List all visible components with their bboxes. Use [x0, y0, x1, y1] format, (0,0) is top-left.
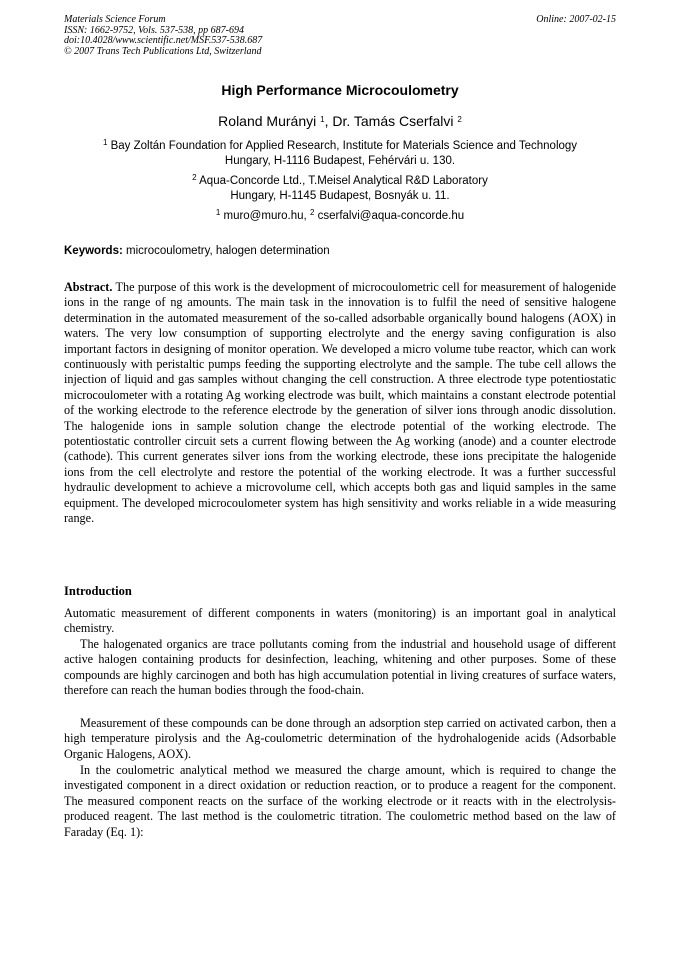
author-affiliation-mark: 2	[457, 115, 462, 124]
affiliation-1	[64, 139, 616, 169]
intro-paragraph: Automatic measurement of different components in waters (monitoring) is an important goal in analytical chemistry.	[64, 606, 616, 636]
section-heading-introduction: Introduction	[64, 584, 132, 598]
intro-paragraph: The halogenated organics are trace pollutants coming from the industrial and household usage of different active halogen containing products for desinfection, leaching, whitening and other purposes. Some of these compounds are highly carcinogen and both has high accumulation potential in living creatures of surface waters, therefore can reach the human bodies through the food-chain.	[64, 637, 616, 698]
journal-doi: doi:10.4028/www.scientific.net/MSF.537-538.687	[64, 35, 263, 47]
journal-copyright: © 2007 Trans Tech Publications Ltd, Switzerland	[64, 45, 262, 57]
author-affiliation-mark: 1	[320, 115, 325, 124]
journal-header	[64, 15, 616, 57]
author-name: Dr. Tamás Cserfalvi	[332, 113, 454, 129]
email-line	[64, 209, 616, 224]
abstract-text: The purpose of this work is the development of microcoulometric cell for measurement of halogenide ions in the range of ng amounts. The main task in the innovation is to fulfil the need of sensitive halogene determination in the automated measurement of the so-called adsorbable organically bound halogens (AOX) in waters. The very low consumption of supporting electrolyte and the energy saving configuration is also important factors in designing of monitor operation. We developed a micro volume tube reactor, which can work continuously with peristaltic pumps feeding the supporting electrolyte and the sample. The tube cell allows the injection of liquid and gas samples without changing the cell construction. A three electrode type potentiostatic microcoulometer with a rotating Ag working electrode was built, which maintains a constant electrode potential of the working electrode to the reference electrode by the generation of silver ions through anodic dissolution. The halogenide ions in sample solution change the electrode potential of the working electrode. The potentiostatic controller circuit sets a current flowing between the Ag working (anode) and a counter electrode (cathode). This current generates silver ions from the working electrode, these ions precipitate the halogenide ions from the cell electrolyte and restore the potential of the working electrode. It was a further successful hydraulic development to achieve a microvolume cell, which accepts both gas and liquid samples in the same equipment. The developed microcoulometer system has high sensitivity and works reliable in a wide measuring range.	[64, 280, 616, 526]
email-mark: 2	[309, 208, 315, 217]
email-address: muro@muro.hu	[223, 210, 304, 222]
email-address: cserfalvi@aqua-concorde.hu	[317, 210, 465, 222]
email-mark: 1	[215, 208, 221, 217]
affiliation-line: Bay Zoltán Foundation for Applied Research, Institute for Materials Science and Technology	[110, 140, 578, 152]
author-separator: ,	[324, 113, 333, 129]
affiliation-line: Aqua-Concorde Ltd., T.Meisel Analytical R&D Laboratory	[199, 175, 488, 187]
affiliation-mark: 2	[192, 173, 197, 182]
email-separator: ,	[303, 210, 310, 222]
abstract	[64, 280, 616, 527]
affiliation-2	[64, 174, 616, 204]
keywords-label: Keywords:	[64, 245, 123, 257]
abstract-label: Abstract.	[64, 280, 113, 294]
keywords-text: microcoulometry, halogen determination	[122, 245, 330, 257]
affiliation-mark: 1	[102, 138, 108, 147]
journal-issn: ISSN: 1662-9752, Vols. 537-538, pp 687-694	[64, 24, 244, 36]
keywords	[64, 244, 616, 259]
affiliation-line: Hungary, H-1116 Budapest, Fehérvári u. 130.	[224, 155, 456, 167]
journal-name: Materials Science Forum	[64, 14, 166, 25]
online-date: Online: 2007-02-15	[536, 14, 616, 25]
author-line	[64, 112, 616, 130]
paper-title: High Performance Microcoulometry	[221, 82, 459, 98]
intro-paragraph: Measurement of these compounds can be done through an adsorption step carried on activated carbon, then a high temperature pirolysis and the Ag-coulometric determination of the hydrohalogenide acids (Adsorbable Organic Halogens, AOX).	[64, 716, 616, 761]
author-name: Roland Murányi	[218, 113, 317, 129]
intro-paragraph: In the coulometric analytical method we measured the charge amount, which is required to change the investigated component in a direct oxidation or reduction reaction, or to produce a reagent for the component. The measured component reacts on the surface of the working electrode or it reacts with in the electrolysis-produced reagent. The last method is the coulometric titration. The coulometric method based on the law of Faraday (Eq. 1):	[64, 763, 616, 839]
affiliation-line: Hungary, H-1145 Budapest, Bosnyák u. 11.	[230, 190, 450, 202]
